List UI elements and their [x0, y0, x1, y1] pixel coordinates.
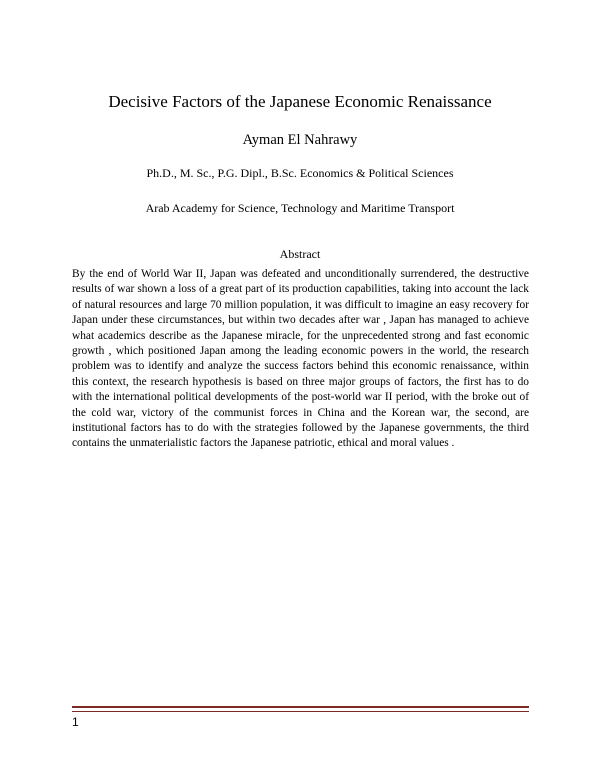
footer-rule-thin — [72, 711, 529, 712]
paper-title: Decisive Factors of the Japanese Economic Renaissance — [108, 92, 492, 111]
author-credentials: Ph.D., M. Sc., P.G. Dipl., B.Sc. Economics & Political Sciences — [146, 166, 454, 180]
abstract-body: By the end of World War II, Japan was defeated and unconditionally surrendered, the destructive results of war shown a loss of a great part of its production capabilities, taking into account the lack of natural resources and large 70 million population, it was difficult to imagine an easy recovery for Japan under these circumstances, but within two decades after war , Japan has managed to achieve what academics describe as the Japanese miracle, for the unprecedented strong and fast economic growth , which positioned Japan among the leading economic powers in the world, the research problem was to identify and analyze the success factors behind this economic renaissance, within this context, the research hypothesis is based on three major groups of factors, the first has to do with the international political developments of the post-world war II period, with the broke out of the cold war, victory of the communist forces in China and the Korean war, the second, are institutional factors has to do with the strategies followed by the Japanese governments, the third contains the unmaterialistic factors the Japanese patriotic, ethical and moral values . — [72, 268, 529, 450]
abstract-heading: Abstract — [279, 247, 321, 261]
page-number: 1 — [72, 715, 79, 729]
author-name: Ayman El Nahrawy — [242, 132, 358, 148]
footer-rule — [72, 706, 529, 708]
author-affiliation: Arab Academy for Science, Technology and Maritime Transport — [145, 201, 455, 215]
